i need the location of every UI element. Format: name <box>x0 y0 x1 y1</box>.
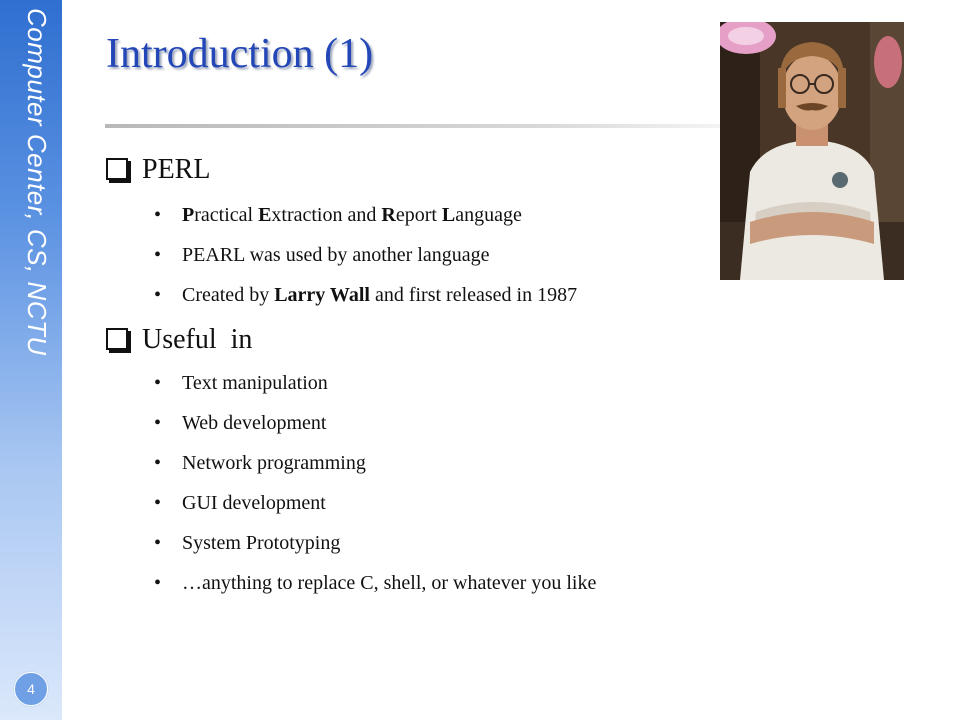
bullet-icon: • <box>154 572 162 594</box>
sidebar <box>0 0 62 720</box>
page-number-badge: 4 <box>14 672 48 706</box>
emphasis-text: R <box>381 204 396 226</box>
text-run: Text manipulation <box>182 372 328 394</box>
section-heading-perl <box>106 154 210 186</box>
portrait-photo <box>720 22 904 280</box>
text-run: and first released in 1987 <box>369 284 578 306</box>
emphasis-text: E <box>258 204 272 226</box>
list-item-text <box>182 452 366 475</box>
list-item-text <box>182 204 522 227</box>
text-run: xtraction and <box>271 204 382 226</box>
bullet-icon: • <box>154 204 162 226</box>
list-item-text <box>182 492 326 515</box>
text-run: anguage <box>455 204 522 226</box>
bullet-icon: • <box>154 452 162 474</box>
list-item-text <box>182 284 577 307</box>
text-run: PEARL was used by another language <box>182 244 490 266</box>
list-item-text <box>182 532 340 555</box>
bullet-icon: • <box>154 532 162 554</box>
section-heading-useful-in <box>106 324 252 356</box>
section-heading-text: PERL <box>142 154 211 185</box>
list-item-text <box>182 572 596 595</box>
emphasis-text: P <box>182 204 195 226</box>
text-run: …anything to replace C, shell, or whatever you like <box>182 572 597 594</box>
text-run: ractical <box>194 204 259 226</box>
bullet-icon: • <box>154 372 162 394</box>
title-divider <box>105 124 725 128</box>
portrait-illustration <box>720 22 904 280</box>
text-run: Network programming <box>182 452 366 474</box>
text-run: System Prototyping <box>182 532 341 554</box>
text-run: Created by <box>182 284 275 306</box>
emphasis-text: Larry Wall <box>274 284 370 306</box>
bullet-icon: • <box>154 244 162 266</box>
sidebar-org-label: Computer Center, CS, NCTU <box>22 8 52 356</box>
list-item-text <box>182 412 326 435</box>
emphasis-text: L <box>441 204 456 226</box>
checkbox-bullet-icon <box>106 158 128 180</box>
list-item-text <box>182 244 490 267</box>
text-run: GUI development <box>182 492 326 514</box>
text-run: eport <box>395 204 442 226</box>
checkbox-bullet-icon <box>106 328 128 350</box>
bullet-icon: • <box>154 492 162 514</box>
bullet-icon: • <box>154 412 162 434</box>
bullet-icon: • <box>154 284 162 306</box>
slide-title: Introduction (1) <box>106 31 374 77</box>
text-run: Web development <box>182 412 327 434</box>
list-item-text <box>182 372 328 395</box>
section-heading-text: Useful in <box>142 324 253 355</box>
